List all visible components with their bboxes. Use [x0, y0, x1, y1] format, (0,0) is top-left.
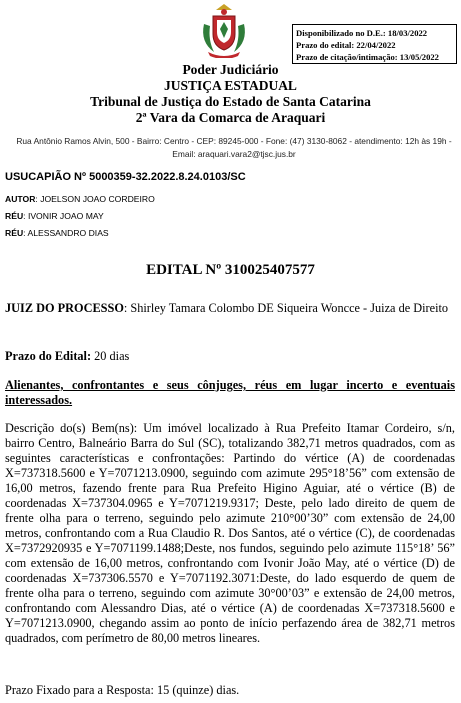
response-deadline: Prazo Fixado para a Resposta: 15 (quinze) dias.	[5, 683, 240, 697]
header-court: Tribunal de Justiça do Estado de Santa Catarina	[90, 94, 371, 109]
addressees-heading: Alienantes, confrontantes e seus cônjuges, réus em lugar incerto e eventuais interessados.	[5, 378, 455, 407]
judge-paragraph: JUIZ DO PROCESSO: Shirley Tamara Colombo DE Siqueira Woncce - Juiza de Direito	[5, 301, 449, 315]
process-number: USUCAPIÃO Nº 5000359-32.2022.8.24.0103/SC	[5, 171, 246, 183]
party-role: RÉU	[5, 228, 24, 238]
publication-dates-box	[292, 24, 457, 64]
deadline-label: Prazo do Edital:	[5, 349, 92, 363]
deadline-value: 20 dias	[94, 349, 130, 363]
header-district: 2ª Vara da Comarca de Araquari	[135, 110, 326, 125]
court-address: Rua Antônio Ramos Alvin, 500 - Bairro: Centro - CEP: 89245-000 - Fone: (47) 3130-8062 - atendimento: 12h às 19h - Email: araquari.vara2@tjsc.jus.br	[16, 136, 452, 159]
party-name: JOELSON JOAO CORDEIRO	[40, 194, 155, 204]
publication-date: Disponibilizado no D.E.: 18/03/2022	[296, 28, 428, 38]
party-role: AUTOR	[5, 194, 36, 204]
party-name: IVONIR JOAO MAY	[27, 211, 104, 221]
edital-title: EDITAL Nº 310025407577	[146, 262, 315, 278]
judge-name: Shirley Tamara Colombo DE Siqueira Woncce - Juiza de Direito	[130, 301, 449, 315]
header-judiciary: Poder Judiciário	[182, 62, 279, 77]
party-author: AUTOR: JOELSON JOAO CORDEIRO	[5, 194, 155, 204]
edital-deadline-date: Prazo do edital: 22/04/2022	[296, 40, 396, 50]
party-defendant: RÉU: ALESSANDRO DIAS	[5, 228, 109, 238]
header-state-justice: JUSTIÇA ESTADUAL	[164, 78, 297, 93]
deadline-paragraph	[5, 349, 455, 364]
citation-deadline-date: Prazo de citação/intimação: 13/05/2022	[296, 52, 439, 62]
party-defendant: RÉU: IVONIR JOAO MAY	[5, 211, 104, 221]
party-role: RÉU	[5, 211, 24, 221]
judge-label: JUIZ DO PROCESSO	[5, 301, 124, 315]
party-name: ALESSANDRO DIAS	[27, 228, 109, 238]
property-description: Descrição do(s) Bem(ns): Um imóvel localizado à Rua Prefeito Itamar Cordeiro, s/n, bairro Centro, Balneário Barra do Sul (SC), totalizando 382,71 metros quadrados, com as seguintes características e confrontações: Partindo do vértice (A) de coordenadas X=737318.5600 e Y=7071213.0900, seguindo com azimute 295°18’56” com extensão de 16,00 metros, fazendo frente para Rua Prefeito Higino Aguiar, até o vértice (B) de coordenadas X=737304.0965 e Y=7071219.9317; Deste, pelo lado direito de quem de frente olha para o terreno, seguindo pelo azimute 210°00’30” com extensão de 24,00 metros, confrontando com a Rua Claudio R. Dos Santos, até o vértice (C), de coordenadas X=7372920935 e Y=7071199.1488;Deste, nos fundos, seguindo pelo azimute 115°18’ 56” com extensão de 16,00 metros, confrontando com Ivonir João May, até o vértice (D) de coordenadas X=737306.5570 e Y=7071192.3071:Deste, do lado esquerdo de quem de frente olha para o terreno, seguindo com azimute 30°00’03” e extensão de 24,00 metros, confrontando com Alessandro Dias, até o vértice (A) de coordenadas X=737318.5600 e Y=7071213.0900, chegando assim ao ponto de início perfazendo área de 382,71 metros quadrados, com perímetro de 80,00 metros lineares.	[5, 421, 455, 645]
state-coat-of-arms-icon	[198, 2, 250, 58]
